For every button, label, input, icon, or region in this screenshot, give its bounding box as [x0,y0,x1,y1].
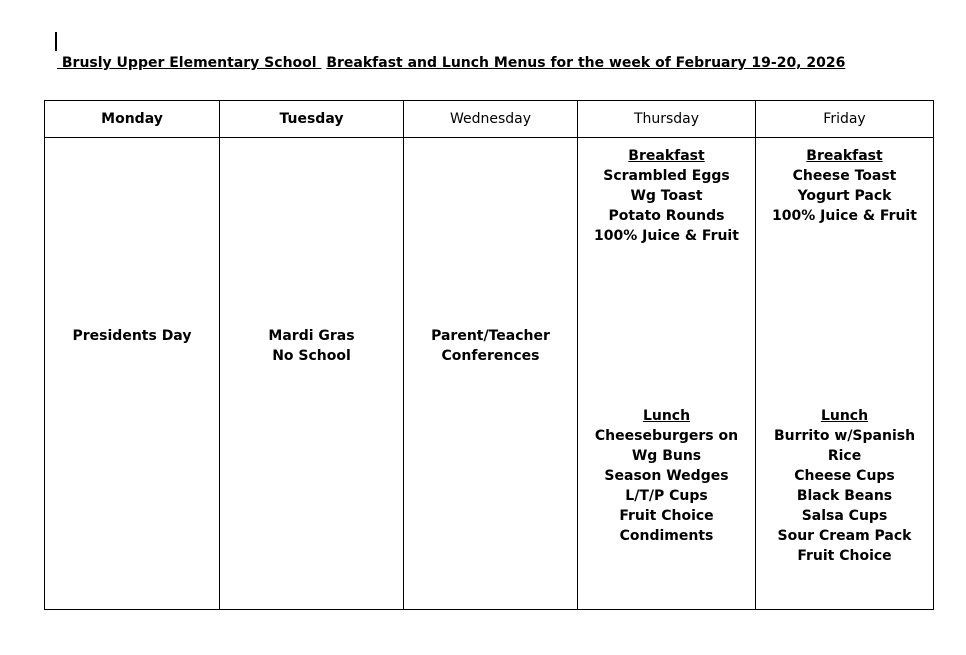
lunch-heading: Lunch [642,408,691,424]
menu-item: Sour Cream Pack [777,528,912,544]
header-thursday: Thursday [578,101,756,138]
menu-item: Fruit Choice [797,548,892,564]
menu-item: Black Beans [796,488,893,504]
wednesday-text: Conferences [441,348,540,364]
menu-item: 100% Juice & Fruit [772,208,917,224]
menu-item: Cheese Toast [792,168,897,184]
menu-row [45,138,934,610]
menu-item: L/T/P Cups [625,488,708,504]
menu-item: Fruit Choice [619,508,714,524]
menu-item: Potato Rounds [608,208,725,224]
menu-item: Cheeseburgers on [594,428,739,444]
header-monday: Monday [45,101,220,138]
menu-item: Burrito w/Spanish [773,428,916,444]
menu-item: Condiments [619,528,714,544]
menu-item: Scrambled Eggs [603,168,730,184]
menu-item: Rice [827,448,862,464]
wednesday-text: Parent/Teacher [431,328,550,344]
friday-cell [756,138,934,610]
header-friday: Friday [756,101,934,138]
header-row [45,101,934,138]
page-title [57,55,845,71]
menu-title: Breakfast and Lunch Menus for the week of February 19-20, 2026 [326,55,846,71]
monday-cell [45,138,220,610]
header-wednesday: Wednesday [404,101,578,138]
menu-item: Wg Buns [631,448,702,464]
menu-item: Cheese Cups [794,468,895,484]
menu-item: Season Wedges [604,468,729,484]
tuesday-text: No School [272,348,351,364]
breakfast-heading: Breakfast [806,148,883,164]
menu-item: Yogurt Pack [797,188,892,204]
menu-item: Salsa Cups [801,508,888,524]
tuesday-text: Mardi Gras [268,328,355,344]
menu-table [44,100,934,610]
monday-text: Presidents Day [72,328,192,344]
header-tuesday: Tuesday [220,101,404,138]
tuesday-cell [220,138,404,610]
lunch-heading: Lunch [820,408,869,424]
wednesday-cell [404,138,578,610]
breakfast-heading: Breakfast [628,148,705,164]
text-cursor [55,32,57,51]
menu-item: Wg Toast [630,188,703,204]
menu-item: 100% Juice & Fruit [594,228,739,244]
school-name: Brusly Upper Elementary School [57,55,322,71]
thursday-cell [578,138,756,610]
